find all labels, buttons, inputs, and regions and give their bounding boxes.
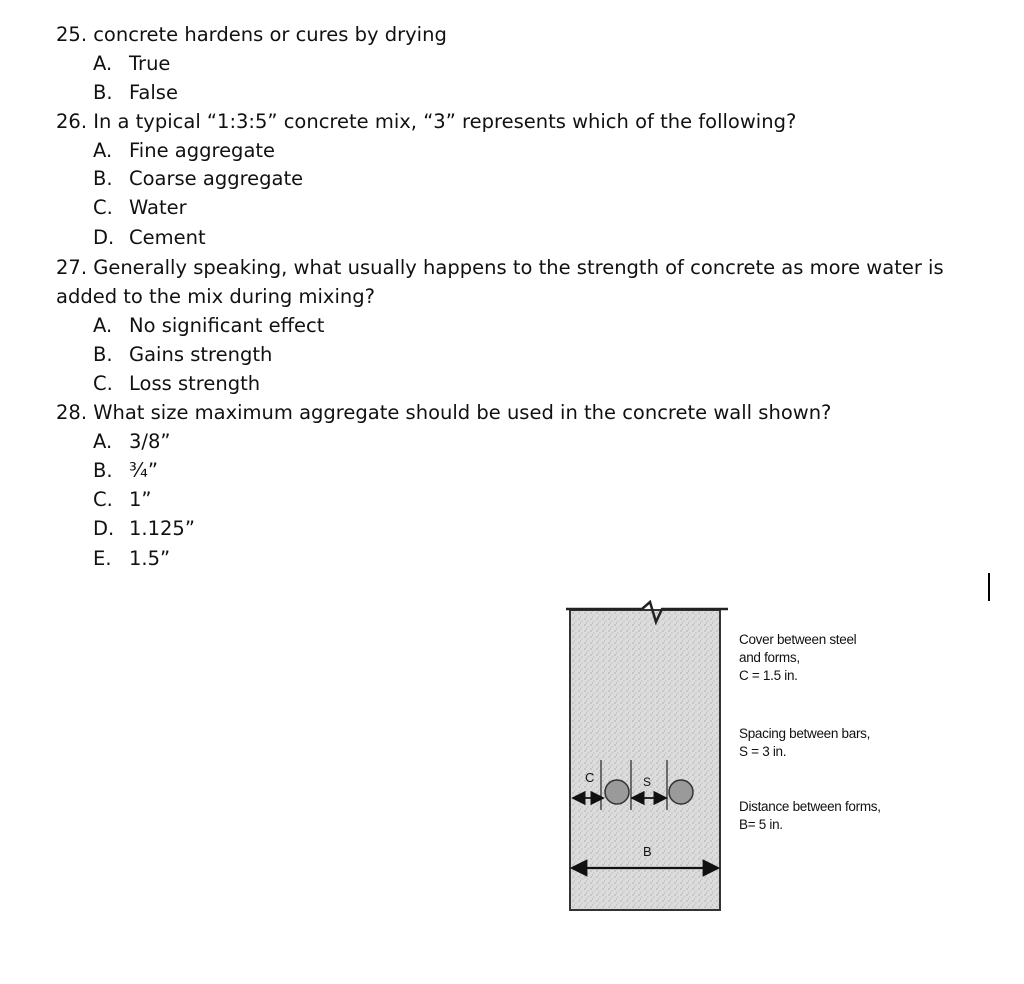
option-letter: B. xyxy=(93,81,113,104)
cover-line-2: and forms, xyxy=(739,650,800,665)
option-letter: C. xyxy=(93,488,113,511)
q26-option-b xyxy=(93,164,303,193)
q27-option-b xyxy=(93,340,272,369)
label-s: S xyxy=(643,775,652,789)
spacing-line-2: S = 3 in. xyxy=(739,744,787,759)
option-letter: B. xyxy=(93,459,113,482)
cover-line-1: Cover between steel xyxy=(739,632,857,647)
question-25: 25. concrete hardens or cures by drying xyxy=(56,23,447,46)
rebar-left xyxy=(605,780,629,804)
option-text: ¾” xyxy=(129,459,159,482)
option-letter: B. xyxy=(93,167,113,190)
q26-option-d xyxy=(93,223,206,252)
question-28: 28. What size maximum aggregate should be used in the concrete wall shown? xyxy=(56,401,832,424)
concrete-wall xyxy=(570,610,720,910)
option-text: 1.125” xyxy=(129,517,195,540)
option-letter: B. xyxy=(93,343,113,366)
q25-option-b xyxy=(93,78,178,107)
concrete-wall-diagram xyxy=(560,600,900,920)
q26-option-c xyxy=(93,193,187,222)
question-27: 27. Generally speaking, what usually happens to the strength of concrete as more water is added to the mix during mixing? xyxy=(56,256,944,308)
q25-option-a xyxy=(93,49,170,78)
label-b: B xyxy=(643,844,652,859)
q28-option-e xyxy=(93,544,170,573)
option-text: Water xyxy=(129,196,187,219)
option-letter: C. xyxy=(93,372,113,395)
text-cursor xyxy=(988,573,990,601)
option-letter: D. xyxy=(93,517,115,540)
distance-line-1: Distance between forms, xyxy=(739,799,881,814)
option-text: Fine aggregate xyxy=(129,139,276,162)
option-text: Loss strength xyxy=(129,372,261,395)
option-letter: D. xyxy=(93,226,115,249)
option-letter: C. xyxy=(93,196,113,219)
cover-annotation xyxy=(739,631,856,685)
q26-option-a xyxy=(93,136,275,165)
option-text: 1” xyxy=(129,488,152,511)
option-text: False xyxy=(129,81,178,104)
option-text: No significant effect xyxy=(129,314,325,337)
option-letter: E. xyxy=(93,547,112,570)
option-letter: A. xyxy=(93,430,113,453)
option-text: 3/8” xyxy=(129,430,171,453)
option-text: Coarse aggregate xyxy=(129,167,304,190)
q28-option-c xyxy=(93,485,152,514)
q27-option-c xyxy=(93,369,260,398)
spacing-line-1: Spacing between bars, xyxy=(739,726,871,741)
q28-option-b xyxy=(93,456,158,485)
option-letter: A. xyxy=(93,52,113,75)
option-text: True xyxy=(129,52,171,75)
q27-option-a xyxy=(93,311,324,340)
question-26: 26. In a typical “1:3:5” concrete mix, “3” represents which of the following? xyxy=(56,110,797,133)
option-letter: A. xyxy=(93,139,113,162)
q28-option-a xyxy=(93,427,171,456)
option-text: 1.5” xyxy=(129,547,171,570)
q28-option-d xyxy=(93,514,195,543)
option-text: Gains strength xyxy=(129,343,273,366)
distance-line-2: B= 5 in. xyxy=(739,817,783,832)
spacing-annotation xyxy=(739,725,870,761)
option-text: Cement xyxy=(129,226,206,249)
label-c: C xyxy=(585,770,595,785)
rebar-right xyxy=(669,780,693,804)
distance-annotation xyxy=(739,798,881,834)
cover-line-3: C = 1.5 in. xyxy=(739,668,798,683)
option-letter: A. xyxy=(93,314,113,337)
